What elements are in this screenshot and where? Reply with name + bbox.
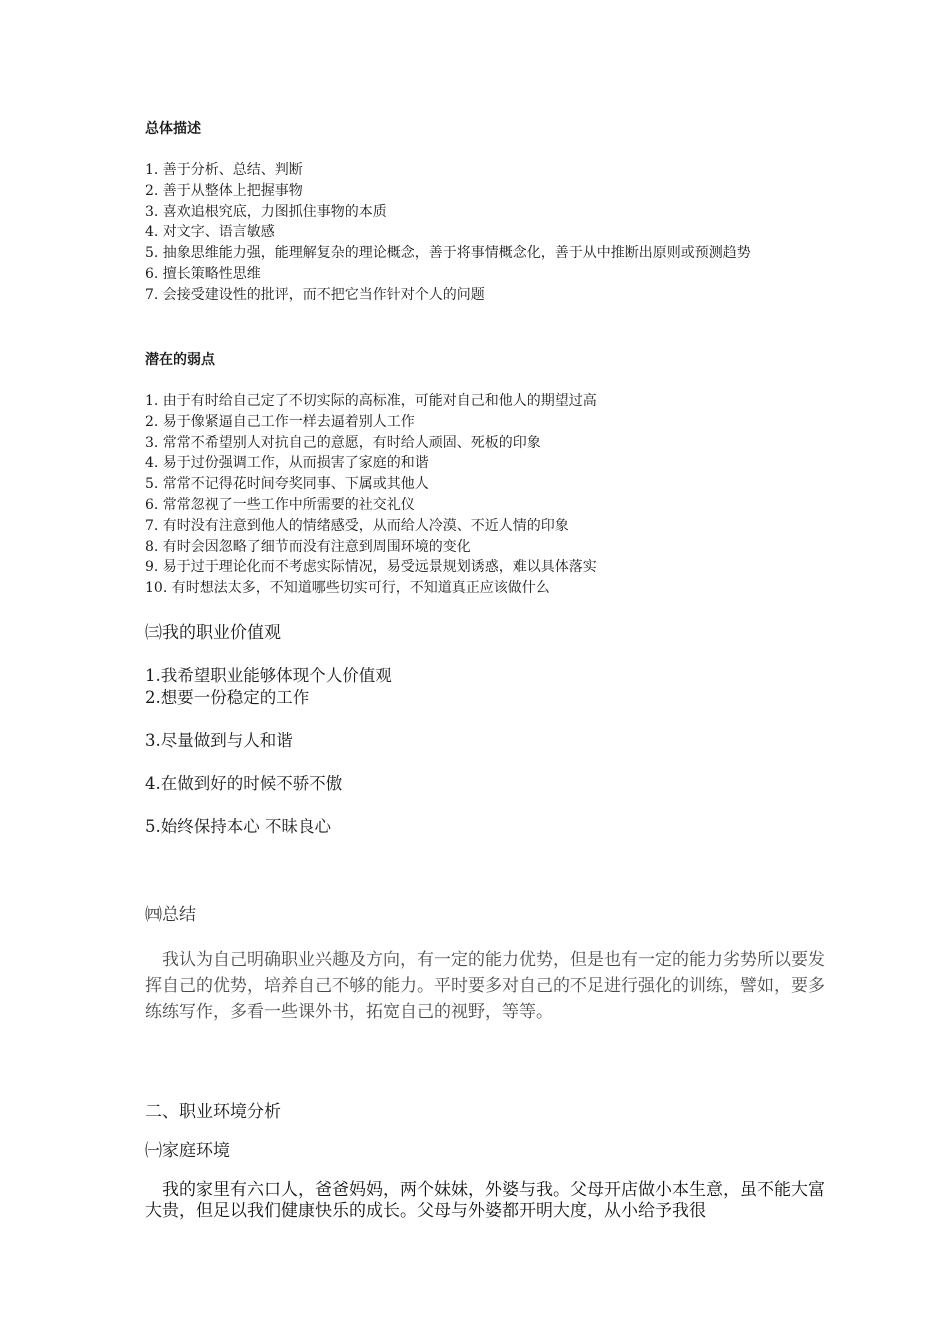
list-item: 1. 善于分析、总结、判断	[145, 162, 303, 178]
list-item: 5. 常常不记得花时间夸奖同事、下属或其他人	[145, 476, 429, 493]
family-paragraph: 我的家里有六口人，爸爸妈妈，两个妹妹，外婆与我。父母开店做小本生意，虽不能大富大贵，但足以我们健康快乐的成长。父母与外婆都开明大度，从小给予我很	[145, 1180, 825, 1221]
value-item: 1.我希望职业能够体现个人价值观	[145, 666, 392, 685]
weaknesses-heading: 潜在的弱点	[145, 352, 215, 368]
values-heading: ㈢我的职业价值观	[145, 623, 281, 643]
list-item: 3. 喜欢追根究底，力图抓住事物的本质	[145, 203, 387, 220]
summary-paragraph: 我认为自己明确职业兴趣及方向，有一定的能力优势，但是也有一定的能力劣势所以要发挥自己的优势，培养自己不够的能力。平时要多对自己的不足进行强化的训练，譬如，要多练练写作，多看一些课外书，拓宽自己的视野，等等。	[145, 950, 825, 1022]
list-item: 4. 易于过份强调工作，从而损害了家庭的和谐	[145, 455, 429, 472]
list-item: 7. 有时没有注意到他人的情绪感受，从而给人冷漠、不近人情的印象	[145, 517, 569, 534]
list-item: 6. 常常忽视了一些工作中所需要的社交礼仪	[145, 496, 415, 513]
list-item: 8. 有时会因忽略了细节而没有注意到周围环境的变化	[145, 538, 471, 555]
value-item: 2.想要一份稳定的工作	[145, 688, 310, 707]
list-item: 7. 会接受建设性的批评，而不把它当作针对个人的问题	[145, 286, 485, 303]
summary-heading: ㈣总结	[145, 905, 196, 925]
list-item: 2. 善于从整体上把握事物	[145, 182, 303, 199]
list-item: 6. 擅长策略性思维	[145, 265, 261, 282]
value-item: 5.始终保持本心 不昧良心	[145, 817, 331, 836]
list-item: 5. 抽象思维能力强，能理解复杂的理论概念，善于将事情概念化，善于从中推断出原则或预测趋势	[145, 245, 751, 262]
list-item: 1. 由于有时给自己定了不切实际的高标准，可能对自己和他人的期望过高	[145, 393, 597, 409]
list-item: 4. 对文字、语言敏感	[145, 224, 275, 241]
list-item: 2. 易于像紧逼自己工作一样去逼着别人工作	[145, 413, 415, 430]
overall-list	[145, 160, 825, 306]
weaknesses-list	[145, 391, 825, 599]
value-item: 3.尽量做到与人和谐	[145, 731, 293, 750]
environment-heading: 二、职业环境分析	[145, 1102, 281, 1122]
family-heading: ㈠家庭环境	[145, 1141, 230, 1161]
list-item: 10. 有时想法太多，不知道哪些切实可行，不知道真正应该做什么	[145, 580, 550, 597]
list-item: 3. 常常不希望别人对抗自己的意愿，有时给人顽固、死板的印象	[145, 434, 541, 451]
list-item: 9. 易于过于理论化而不考虑实际情况，易受远景规划诱惑，难以具体落实	[145, 559, 597, 576]
value-item: 4.在做到好的时候不骄不傲	[145, 774, 343, 793]
overall-heading: 总体描述	[145, 121, 201, 137]
